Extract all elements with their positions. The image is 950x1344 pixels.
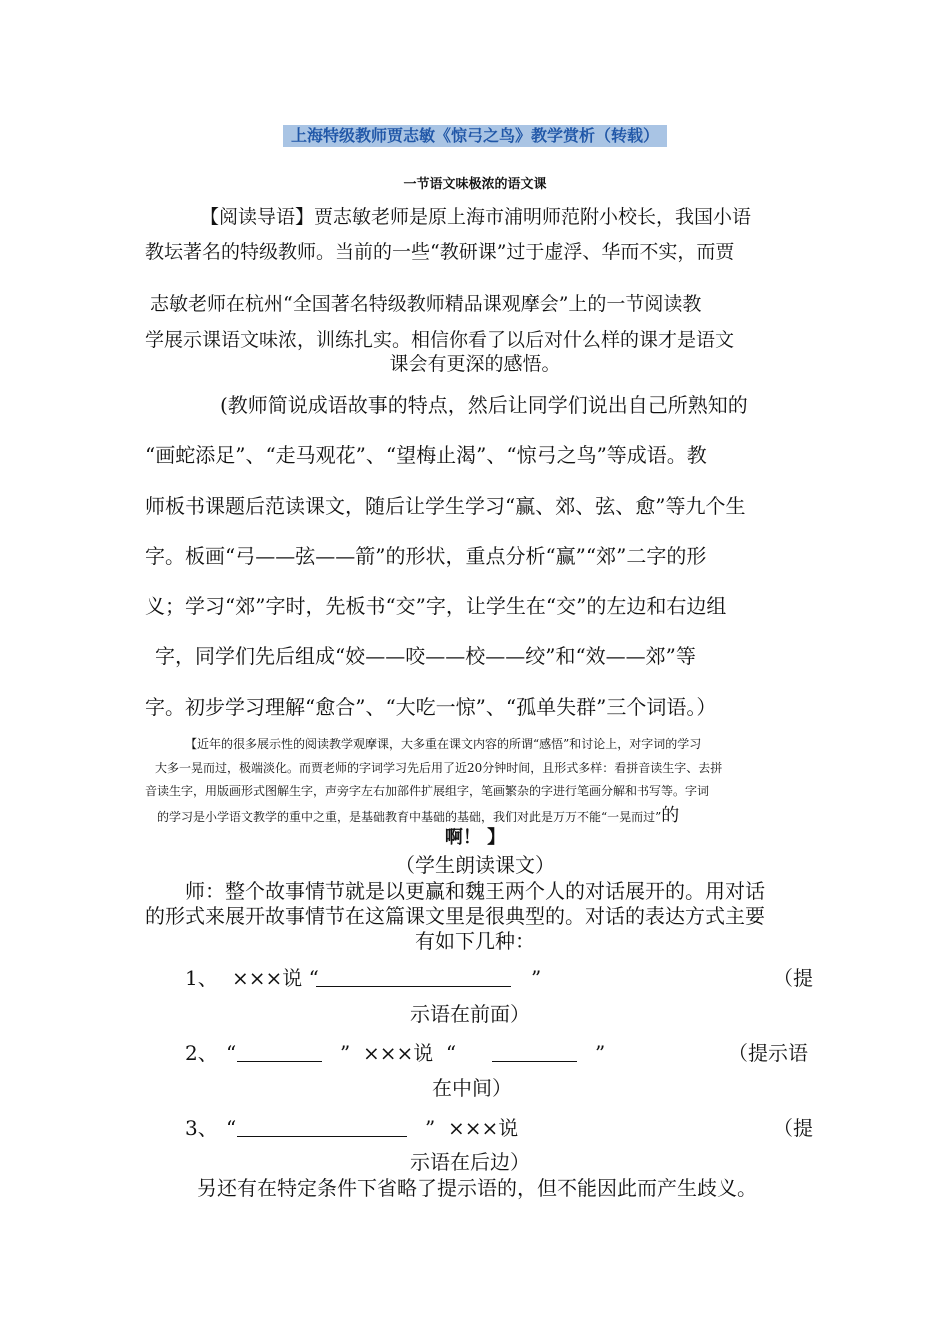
document-title: 上海特级教师贾志敏《惊弓之鸟》教学赏析（转载） <box>283 125 667 147</box>
pattern-2-note-cont: 在中间） <box>432 1076 512 1100</box>
process-line-2: “画蛇添足”、“走马观花”、“望梅止渴”、“惊弓之鸟”等成语。教 <box>145 443 707 467</box>
comment-line-1: 【近年的很多展示性的阅读教学观摩课，大多重在课文内容的所谓“感悟”和讨论上，对字词的学习 <box>185 737 702 751</box>
pattern-2-blank-1 <box>237 1061 322 1062</box>
reading-note: （学生朗读课文） <box>395 853 555 877</box>
closing-line: 另还有在特定条件下省略了提示语的，但不能因此而产生歧义。 <box>197 1176 757 1200</box>
pattern-3-note-cont: 示语在后边） <box>410 1150 530 1174</box>
process-line-7: 字。初步学习理解“愈合”、“大吃一惊”、“孤单失群”三个词语。） <box>145 695 717 719</box>
comment-line-4-tail: 的 <box>661 805 680 826</box>
comment-line-2: 大多一晃而过，极端淡化。而贾老师的字词学习先后用了近20分钟时间，且形式多样：看拼音读生字、去拼 <box>155 761 723 775</box>
pattern-2-number: 2、 <box>185 1041 218 1065</box>
pattern-2-mid: ” ×××说 “ <box>340 1041 457 1065</box>
teacher-line-2: 的形式来展开故事情节在这篇课文里是很典型的。对话的表达方式主要 <box>145 904 765 928</box>
pattern-1-note-cont: 示语在前面） <box>410 1002 530 1026</box>
process-line-3: 师板书课题后范读课文，随后让学生学习“赢、郊、弦、愈”等九个生 <box>145 494 746 518</box>
pattern-1-blank <box>316 986 511 987</box>
intro-line-4: 学展示课语文味浓，训练扎实。相信你看了以后对什么样的课才是语文 <box>145 329 735 351</box>
pattern-3-right: ” ×××说 <box>425 1116 519 1140</box>
process-line-4: 字。板画“弓——弦——箭”的形状，重点分析“赢”“郊”二字的形 <box>145 544 707 568</box>
pattern-3-number: 3、 <box>185 1116 218 1140</box>
comment-line-5: 啊！ 】 <box>444 827 506 848</box>
teacher-line-3: 有如下几种： <box>415 929 535 953</box>
pattern-3-note: （提 <box>773 1116 813 1140</box>
intro-line-3: 志敏老师在杭州“全国著名特级教师精品课观摩会”上的一节阅读教 <box>150 293 702 315</box>
pattern-3-blank <box>237 1136 407 1137</box>
pattern-2-right: ” <box>595 1041 606 1065</box>
process-line-5: 义；学习“郊”字时，先板书“交”字，让学生在“交”的左边和右边组 <box>145 594 727 618</box>
pattern-1-number: 1、 <box>185 966 218 990</box>
intro-line-5: 课会有更深的感悟。 <box>389 353 561 375</box>
intro-line-2: 教坛著名的特级教师。当前的一些“教研课”过于虚浮、华而不实，而贾 <box>145 241 735 263</box>
comment-line-3: 音读生字，用版画形式图解生字，声旁字左右加部件扩展组字，笔画繁杂的字进行笔画分解和书写等。字词 <box>145 784 710 798</box>
intro-line-1: 【阅读导语】贾志敏老师是原上海市浦明师范附小校长，我国小语 <box>200 206 752 228</box>
pattern-1-left: ×××说 “ <box>232 966 319 990</box>
pattern-1-right: ” <box>531 966 542 990</box>
document-subtitle: 一节语文味极浓的语文课 <box>403 177 547 192</box>
teacher-line-1: 师：整个故事情节就是以更赢和魏王两个人的对话展开的。用对话 <box>185 879 765 903</box>
comment-line-4-text: 的学习是小学语文教学的重中之重，是基础教育中基础的基础，我们对此是万万不能“一晃而过” <box>157 810 662 824</box>
process-line-6: 字，同学们先后组成“姣——咬——校——绞”和“效——郊”等 <box>155 644 696 668</box>
pattern-2-blank-2 <box>492 1061 577 1062</box>
process-line-1: (教师简说成语故事的特点，然后让同学们说出自己所熟知的 <box>220 393 748 417</box>
pattern-1-note: （提 <box>773 966 813 990</box>
comment-line-4 <box>157 807 679 825</box>
pattern-3-left: “ <box>226 1116 237 1140</box>
pattern-2-left: “ <box>226 1041 237 1065</box>
pattern-2-note: （提示语 <box>728 1041 808 1065</box>
